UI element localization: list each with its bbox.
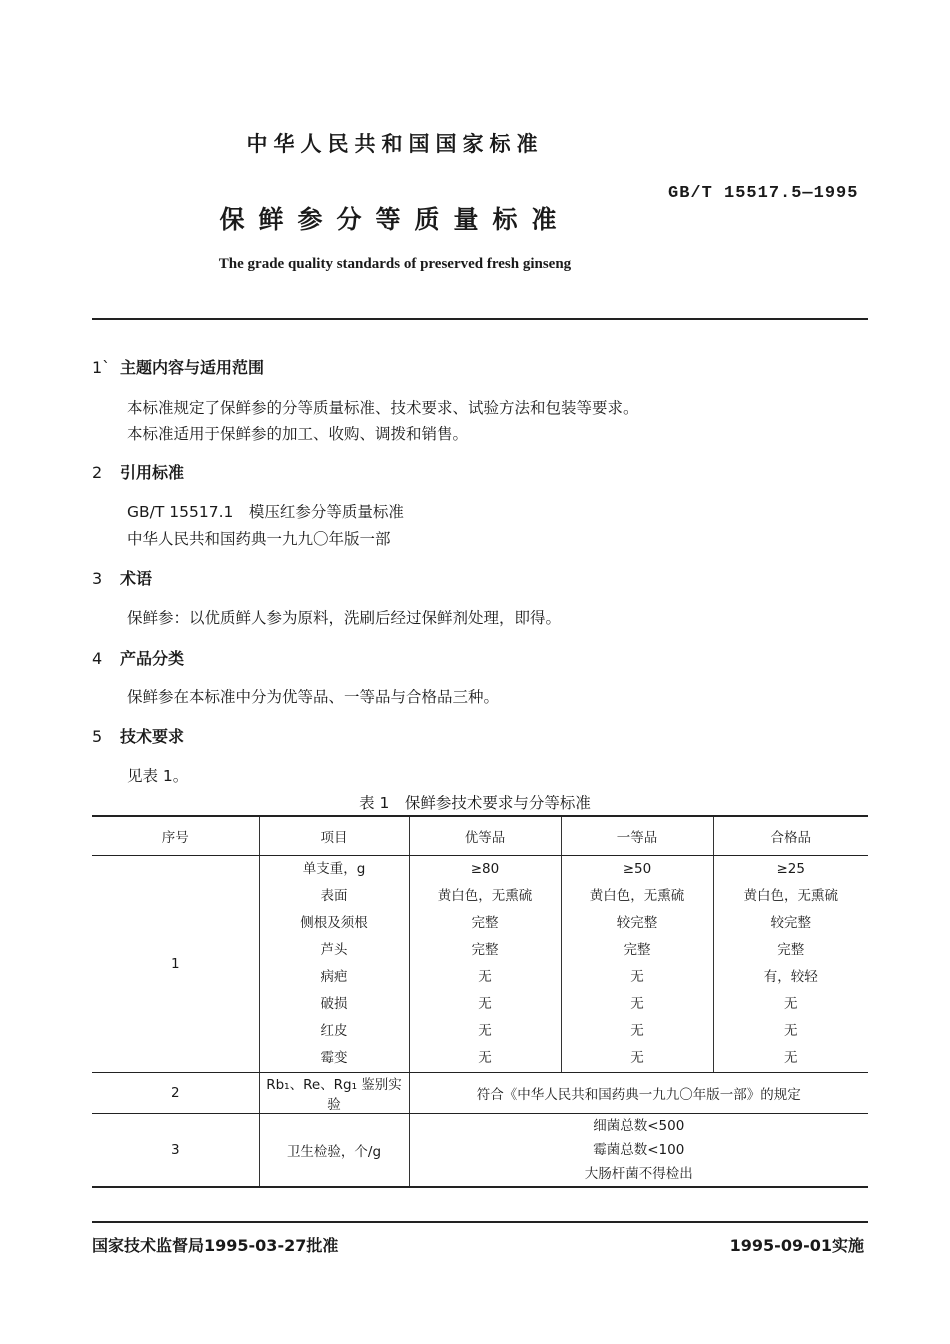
- cell: 黄白色，无熏硫: [437, 888, 533, 904]
- header-premium: 优等品: [409, 816, 561, 856]
- cell: 无: [630, 969, 644, 985]
- cell: 较完整: [770, 915, 811, 931]
- section-2-para-1: GB/T 15517.1 模压红参分等质量标准: [127, 503, 404, 521]
- row2-item: Rb₁、Re、Rg₁ 鉴别实验: [259, 1073, 409, 1114]
- section-1-para-1: 本标准规定了保鲜参的分等质量标准、技术要求、试验方法和包装等要求。: [127, 399, 639, 417]
- cell: 完整: [471, 942, 499, 958]
- section-3-para-1: 保鲜参：以优质鲜人参为原料，洗刷后经过保鲜剂处理，即得。: [127, 609, 562, 627]
- row3-item: 卫生检验，个/g: [259, 1114, 409, 1188]
- item-mildew: 霉变: [320, 1050, 348, 1066]
- section-number: 3: [92, 569, 103, 588]
- cell: 无: [784, 1023, 798, 1039]
- standard-number: GB/T 15517.5—1995: [668, 184, 859, 203]
- row1-qualified: [713, 856, 868, 1073]
- section-2-heading: [92, 460, 184, 483]
- cell: 有，较轻: [763, 969, 818, 985]
- table-row: [92, 1114, 868, 1188]
- row2-seq: 2: [92, 1073, 259, 1114]
- cell: 无: [630, 996, 644, 1012]
- cell: 无: [478, 996, 492, 1012]
- section-title: 引用标准: [120, 463, 185, 482]
- header-seq: 序号: [92, 816, 259, 856]
- section-1-para-2: 本标准适用于保鲜参的加工、收购、调拨和销售。: [127, 425, 469, 443]
- cell: 无: [784, 996, 798, 1012]
- row2-value: 符合《中华人民共和国药典一九九〇年版一部》的规定: [409, 1073, 868, 1114]
- section-title: 技术要求: [120, 727, 185, 746]
- cell: 完整: [471, 915, 499, 931]
- section-title: 产品分类: [120, 649, 185, 668]
- quality-table: [92, 815, 868, 1188]
- section-1-heading: [92, 355, 264, 378]
- section-number: 2: [92, 463, 103, 482]
- section-4-para-1: 保鲜参在本标准中分为优等品、一等品与合格品三种。: [127, 688, 500, 706]
- mold-count: 霉菌总数<100: [593, 1142, 685, 1158]
- section-title: 主题内容与适用范围: [120, 358, 265, 377]
- item-scar: 病疤: [320, 969, 348, 985]
- table-caption: 表 1 保鲜参技术要求与分等标准: [359, 794, 591, 812]
- item-rhizome: 芦头: [320, 942, 348, 958]
- implementation-date: 1995-09-01实施: [729, 1236, 864, 1255]
- section-5-heading: [92, 724, 184, 747]
- approval-date: 国家技术监督局1995-03-27批准: [92, 1236, 339, 1255]
- coliform: 大肠杆菌不得检出: [584, 1166, 693, 1182]
- table-row: [92, 856, 868, 1073]
- national-standard-heading: 中华人民共和国国家标准: [246, 132, 544, 156]
- cell: 无: [630, 1050, 644, 1066]
- row1-seq: 1: [92, 856, 259, 1073]
- title-english: The grade quality standards of preserved fresh ginseng: [218, 256, 572, 272]
- cell: 较完整: [616, 915, 658, 931]
- cell: 无: [478, 1050, 492, 1066]
- row1-premium: [409, 856, 561, 1073]
- cell: 完整: [623, 942, 651, 958]
- section-number: 5: [92, 727, 103, 746]
- cell: ≥25: [776, 861, 805, 877]
- row1-items: [259, 856, 409, 1073]
- cell: 无: [478, 1023, 492, 1039]
- item-unit-weight: 单支重，g: [302, 861, 366, 877]
- cell: 完整: [777, 942, 805, 958]
- cell: ≥80: [470, 861, 500, 877]
- row3-seq: 3: [92, 1114, 259, 1188]
- item-red-skin: 红皮: [320, 1023, 348, 1039]
- header-item: 项目: [259, 816, 409, 856]
- cell: ≥50: [622, 861, 652, 877]
- item-damage: 破损: [320, 996, 348, 1012]
- section-5-para-1: 见表 1。: [127, 767, 189, 785]
- cell: 黄白色，无熏硫: [589, 888, 685, 904]
- section-4-heading: [92, 646, 184, 669]
- title-chinese: 保鲜参分等质量标准: [219, 205, 571, 234]
- section-number: 4: [92, 649, 103, 668]
- cell: 无: [784, 1050, 798, 1066]
- cell: 无: [478, 969, 492, 985]
- section-number: 1`: [92, 358, 111, 377]
- header-rule: [92, 318, 868, 320]
- section-3-heading: [92, 566, 152, 589]
- section-2-para-2: 中华人民共和国药典一九九〇年版一部: [127, 530, 391, 548]
- table-row: [92, 1073, 868, 1114]
- header-qualified: 合格品: [713, 816, 868, 856]
- section-title: 术语: [120, 569, 153, 588]
- item-surface: 表面: [320, 888, 348, 904]
- row3-values: [409, 1114, 868, 1188]
- footer-rule: [92, 1221, 868, 1223]
- bacteria-count: 细菌总数<500: [593, 1118, 685, 1134]
- cell: 黄白色，无熏硫: [743, 888, 838, 904]
- table-header-row: [92, 816, 868, 856]
- item-roots: 侧根及须根: [300, 915, 368, 931]
- cell: 无: [630, 1023, 644, 1039]
- header-first: 一等品: [561, 816, 713, 856]
- row1-first: [561, 856, 713, 1073]
